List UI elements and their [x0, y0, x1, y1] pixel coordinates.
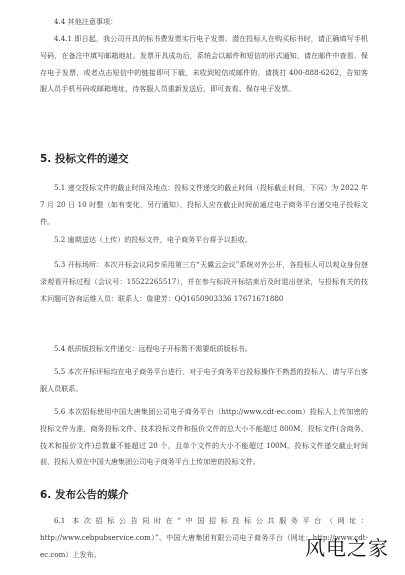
- section-6-1-paragraph: 6.1 本次招标公告同时在“中国招标投标公共服务平台（网址：http://www.cebpubservice.com）”、中国大唐集团有限公司电子商务平台（网址：http://www.cdt-ec.com）上发布。: [40, 516, 368, 559]
- section-5-5-paragraph: 5.5 本次开标评标均在电子商务平台进行，对于电子商务平台投标操作不熟悉的投标人，请与平台客服人员联系。: [40, 367, 368, 393]
- section-5-2-paragraph: 5.2 逾期送达（上传）的投标文件，电子商务平台将予以拒收。: [54, 235, 252, 244]
- section-5-3-paragraph: 5.3 开标场所：本次开标会议同步采用第三方“天翼云会议”系统对外公开，各投标人可以观众身份登录观看开标过程（会议号：15522265517），并在参与标段开标结束后及时退出登录，与投标有关的技术问题可咨询运维人员：联系人：詹建芳：QQ1650903336 17671671880: [40, 260, 368, 303]
- watermark-text: 风电之家: [305, 536, 389, 560]
- section-5-6-paragraph: 5.6 本次招标使用中国大唐集团公司电子商务平台（http://www.cdt-ec.com）投标人上传加密的投标文件为准，商务投标文件、技术投标文件和报价文件的总大小不能超过 800M，投标文件(含商务、技术和报价文件)总数量不能超过 20 个，且单个文件的大小不能超过 100M。投标文件递交截止时间前，投标人须在中国大唐集团公司电子商务平台上传加密的投标文件。: [40, 407, 368, 467]
- section-5-1-paragraph: 5.1 递交投标文件的截止时间及地点：投标文件递交的截止时间（投标截止时间，下同）为 2022 年 7 月 20 日 10 时整（如有变化，另行通知），投标人应在截止时间前通过电子商务平台递交电子投标文件。: [40, 183, 368, 226]
- section-6-heading: 6. 发布公告的媒介: [40, 489, 129, 501]
- section-5-heading: 5. 投标文件的递交: [40, 153, 129, 165]
- section-4-4-title: 4.4 其他注意事项：: [54, 17, 118, 26]
- section-4-4-1-paragraph: 4.4.1 即日起，我公司开具的标书费发票实行电子发票。潜在投标人在购买标书时，请正确填写手机号码，在备注中填写邮箱地址。发票开具成功后，系统会以邮件和短信的形式通知，请在邮件中查看、保存电子发票，或者点击短信中的链接即可下载，未收到短信或邮件的，请拨打 400-888-6262，告知客服人员手机号码或邮箱地址，待客服人员重新发送后，即可查看、保存电子发票。: [40, 34, 368, 94]
- section-5-4-paragraph: 5.4 纸质版投标文件递交：远程电子开标暂不需要纸质版标书。: [54, 344, 252, 353]
